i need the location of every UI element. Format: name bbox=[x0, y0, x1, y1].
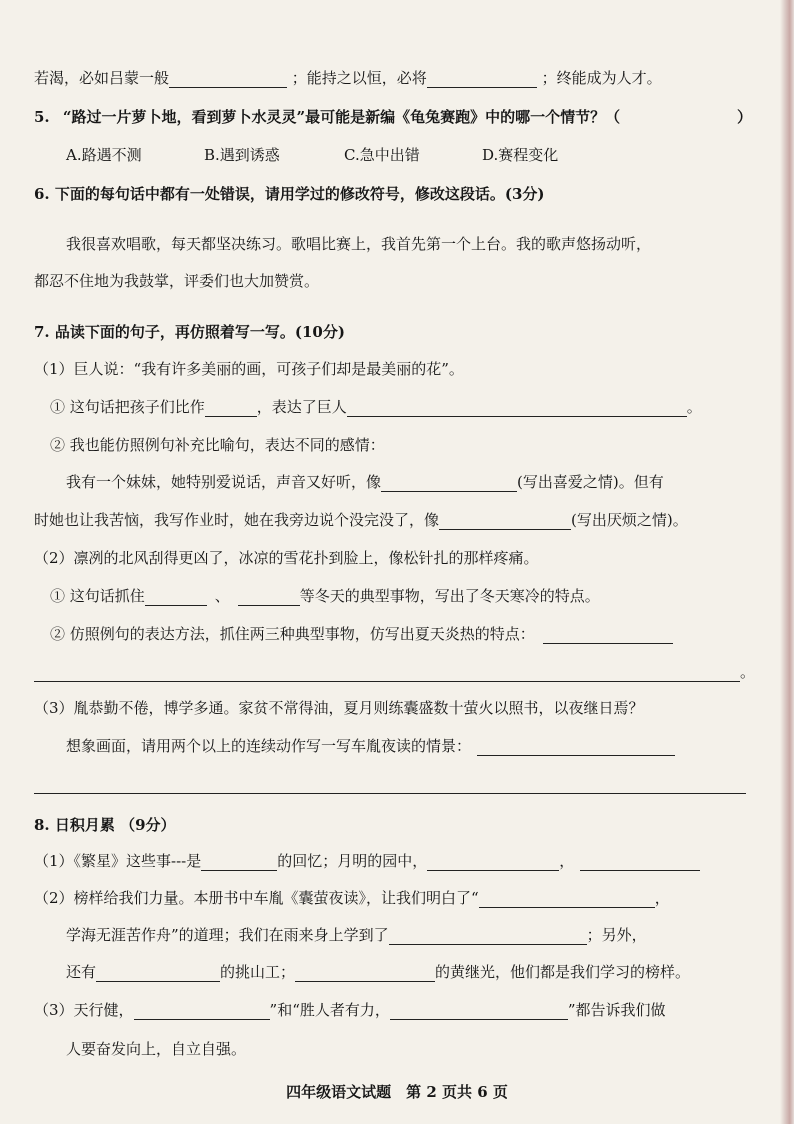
page-footer: 四年级语文试题 第 2 页共 6 页 bbox=[286, 1083, 508, 1101]
q5-number: 5. bbox=[34, 108, 50, 126]
answer-line[interactable] bbox=[34, 665, 740, 682]
q8-2b bbox=[66, 925, 647, 945]
answer-blank[interactable] bbox=[145, 589, 207, 606]
top-text-a: 若渴，必如吕蒙一般 bbox=[34, 69, 170, 87]
q6-paragraph-line2: 都忍不住地为我鼓掌，评委们也大加赞赏。 bbox=[34, 272, 320, 290]
answer-blank[interactable] bbox=[479, 891, 655, 908]
page-edge-shadow bbox=[780, 0, 794, 1124]
q7-1c-post: (写出喜爱之情)。但有 bbox=[517, 473, 664, 491]
q7-2a-sep: 、 bbox=[214, 587, 230, 605]
q8-1 bbox=[34, 851, 700, 871]
answer-blank[interactable] bbox=[205, 400, 257, 417]
q8-1-text: （1）《繁星》这些事---是 bbox=[34, 852, 202, 870]
answer-blank[interactable] bbox=[201, 854, 277, 871]
answer-blank[interactable] bbox=[427, 71, 537, 88]
q5-option-c[interactable]: C.急中出错 bbox=[344, 146, 420, 164]
q7-1b: ② 我也能仿照例句补充比喻句，表达不同的感情： bbox=[50, 436, 385, 454]
q7-1d-text: 时她也让我苦恼，我写作业时，她在我旁边说个没完没了，像 bbox=[34, 511, 440, 529]
answer-blank[interactable] bbox=[238, 589, 300, 606]
q7-2a-post: 等冬天的典型事物，写出了冬天寒冷的特点。 bbox=[299, 587, 600, 605]
q7-1a bbox=[50, 397, 702, 417]
answer-line[interactable] bbox=[34, 777, 746, 794]
q8-1-mid: 的回忆；月明的园中， bbox=[277, 852, 428, 870]
q7-2a-text: ① 这句话抓住 bbox=[50, 587, 145, 605]
top-line bbox=[34, 68, 662, 88]
top-text-b: ；能持之以恒，必将 bbox=[291, 69, 427, 87]
answer-blank[interactable] bbox=[96, 965, 220, 982]
q7-2b-line2 bbox=[34, 662, 755, 682]
q8-2c-text: 还有 bbox=[66, 963, 97, 981]
answer-blank[interactable] bbox=[347, 400, 687, 417]
q7-1a-mid: ，表达了巨人 bbox=[256, 398, 347, 416]
q8-1-end: ， bbox=[559, 852, 575, 870]
q7-2b bbox=[50, 624, 673, 644]
q5-option-a[interactable]: A.路遇不测 bbox=[66, 146, 142, 164]
q7-3a-line2 bbox=[34, 774, 746, 794]
q8-3 bbox=[34, 1000, 666, 1020]
q8-2c-mid: 的挑山工； bbox=[220, 963, 296, 981]
q7-1d bbox=[34, 510, 688, 530]
answer-blank[interactable] bbox=[295, 965, 435, 982]
q5-text: “路过一片萝卜地，看到萝卜水灵灵”最可能是新编《龟兔赛跑》中的哪一个情节？（ bbox=[62, 108, 621, 126]
q7-sentence3: （3）胤恭勤不倦，博学多通。家贫不常得油，夏月则练囊盛数十萤火以照书，以夜继日焉？ bbox=[34, 699, 644, 717]
q8-2c-post: 的黄继光，他们都是我们学习的榜样。 bbox=[435, 963, 691, 981]
q7-sentence1: （1）巨人说：“我有许多美丽的画，可孩子们却是最美丽的花”。 bbox=[34, 360, 464, 378]
answer-blank[interactable] bbox=[543, 627, 673, 644]
q7-3a bbox=[66, 736, 675, 756]
q7-1a-end: 。 bbox=[686, 398, 702, 416]
answer-blank[interactable] bbox=[390, 1003, 568, 1020]
q7-3a-text: 想象画面，请用两个以上的连续动作写一写车胤夜读的情景： bbox=[66, 737, 472, 755]
answer-blank[interactable] bbox=[580, 854, 700, 871]
q8-2-end: ， bbox=[654, 889, 670, 907]
q8-2 bbox=[34, 888, 670, 908]
q7-1d-post: (写出厌烦之情)。 bbox=[571, 511, 688, 529]
q7-1c bbox=[66, 472, 664, 492]
answer-blank[interactable] bbox=[427, 854, 559, 871]
q8-3-text: （3）天行健， bbox=[34, 1001, 134, 1019]
answer-blank[interactable] bbox=[439, 513, 571, 530]
q8-3-mid: ”和“胜人者有力， bbox=[269, 1001, 390, 1019]
answer-blank[interactable] bbox=[381, 475, 517, 492]
q5-option-b[interactable]: B.遇到诱惑 bbox=[204, 146, 280, 164]
q7-2b-text: ② 仿照例句的表达方法，抓住两三种典型事物，仿写出夏天炎热的特点： bbox=[50, 625, 535, 643]
q7-1a-text: ① 这句话把孩子们比作 bbox=[50, 398, 205, 416]
q5-paren-close: ） bbox=[737, 108, 753, 126]
q8-3b: 人要奋发向上，自立自强。 bbox=[66, 1040, 247, 1058]
answer-blank[interactable] bbox=[134, 1003, 270, 1020]
q7-2a bbox=[50, 586, 600, 606]
q7-1c-text: 我有一个妹妹，她特别爱说话，声音又好听，像 bbox=[66, 473, 382, 491]
q7-sentence2: （2）凛冽的北风刮得更凶了，冰凉的雪花扑到脸上，像松针扎的那样疼痛。 bbox=[34, 549, 539, 567]
q6-paragraph-line1: 我很喜欢唱歌，每天都坚决练习。歌唱比赛上，我首先第一个上台。我的歌声悠扬动听， bbox=[66, 235, 652, 253]
top-text-c: ；终能成为人才。 bbox=[541, 69, 662, 87]
q8-2-text: （2）榜样给我们力量。本册书中车胤《囊萤夜读》，让我们明白了“ bbox=[34, 889, 479, 907]
answer-blank[interactable] bbox=[169, 71, 287, 88]
q6-title: 6. 下面的每句话中都有一处错误，请用学过的修改符号，修改这段话。(3分) bbox=[34, 185, 545, 203]
q5-option-d[interactable]: D.赛程变化 bbox=[482, 146, 559, 164]
q5-question bbox=[34, 107, 620, 127]
q8-3-post: ”都告诉我们做 bbox=[567, 1001, 666, 1019]
q7-2b-end: 。 bbox=[740, 663, 756, 681]
q7-title: 7. 品读下面的句子，再仿照着写一写。(10分) bbox=[34, 323, 345, 341]
q8-2b-text: 学海无涯苦作舟”的道理；我们在雨来身上学到了 bbox=[66, 926, 389, 944]
answer-blank[interactable] bbox=[477, 739, 675, 756]
answer-blank[interactable] bbox=[389, 928, 587, 945]
q8-2b-end: ；另外， bbox=[586, 926, 647, 944]
q8-2c bbox=[66, 962, 690, 982]
q8-title: 8. 日积月累 （9分） bbox=[34, 816, 176, 834]
